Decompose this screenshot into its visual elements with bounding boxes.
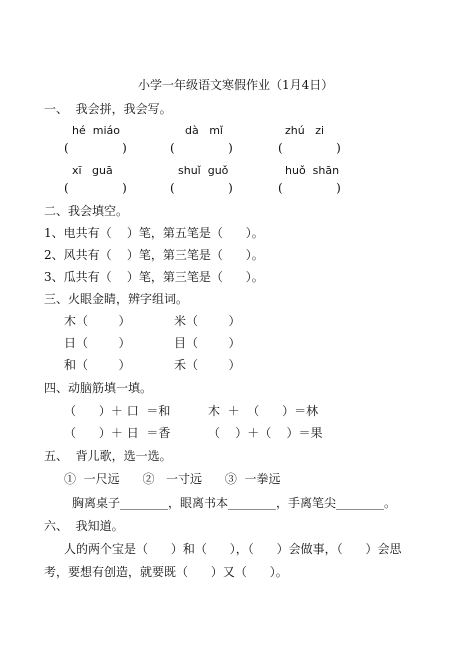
word-item-3[interactable]: 日（ ）: [64, 336, 131, 350]
equation-4[interactable]: （ ）＋（ ）＝果: [208, 426, 323, 440]
pinyin-3: zhú zi: [285, 124, 325, 137]
pinyin-1: hé miáo: [72, 124, 120, 137]
answer-box-2[interactable]: ( ): [170, 141, 233, 155]
page-title: 小学一年级语文寒假作业（1月4日）: [138, 78, 334, 92]
section-4-heading: 四、动脑筋填一填。: [44, 381, 153, 395]
pinyin-6: huǒ shān: [285, 164, 340, 177]
answer-box-3[interactable]: ( ): [278, 141, 341, 155]
pinyin-5: shuǐ guǒ: [178, 164, 229, 177]
answer-box-5[interactable]: ( ): [170, 181, 233, 195]
paragraph-line-1[interactable]: 人的两个宝是（ ）和（ ），（ ）会做事，（ ）会思: [64, 542, 402, 556]
fill-line-1[interactable]: 1、电共有（ ）笔，第五笔是（ ）。: [44, 226, 264, 240]
word-item-1[interactable]: 木（ ）: [64, 314, 131, 328]
word-item-6[interactable]: 禾（ ）: [174, 358, 241, 372]
section-6-heading: 六、 我知道。: [44, 519, 124, 533]
pinyin-4: xī guā: [72, 164, 113, 177]
section-2-heading: 二、我会填空。: [44, 204, 129, 218]
pinyin-2: dà mǐ: [185, 124, 223, 137]
word-item-4[interactable]: 目（ ）: [174, 336, 241, 350]
section-5-heading: 五、 背儿歌，选一选。: [44, 449, 172, 463]
options-line: ① 一尺远 ② 一寸远 ③ 一拳远: [64, 472, 281, 486]
word-item-5[interactable]: 和（ ）: [64, 358, 131, 372]
answer-box-4[interactable]: ( ): [64, 181, 127, 195]
fill-sentence[interactable]: 胸离桌子________，眼离书本________，手离笔尖________。: [72, 496, 397, 510]
answer-box-6[interactable]: ( ): [278, 181, 341, 195]
section-1-heading: 一、 我会拼，我会写。: [44, 102, 172, 116]
equation-1[interactable]: （ ）＋ 口 ＝和: [64, 404, 171, 418]
fill-line-2[interactable]: 2、风共有（ ）笔，第三笔是（ ）。: [44, 248, 264, 262]
equation-3[interactable]: （ ）＋ 日 ＝香: [64, 426, 171, 440]
section-3-heading: 三、火眼金睛，辨字组词。: [44, 292, 189, 306]
word-item-2[interactable]: 米（ ）: [174, 314, 241, 328]
fill-line-3[interactable]: 3、瓜共有（ ）笔，第三笔是（ ）。: [44, 270, 264, 284]
equation-2[interactable]: 木 ＋ （ ）＝林: [208, 404, 319, 418]
paragraph-line-2[interactable]: 考，要想有创造，就要既（ ）又（ ）。: [44, 565, 288, 579]
answer-box-1[interactable]: ( ): [64, 141, 127, 155]
